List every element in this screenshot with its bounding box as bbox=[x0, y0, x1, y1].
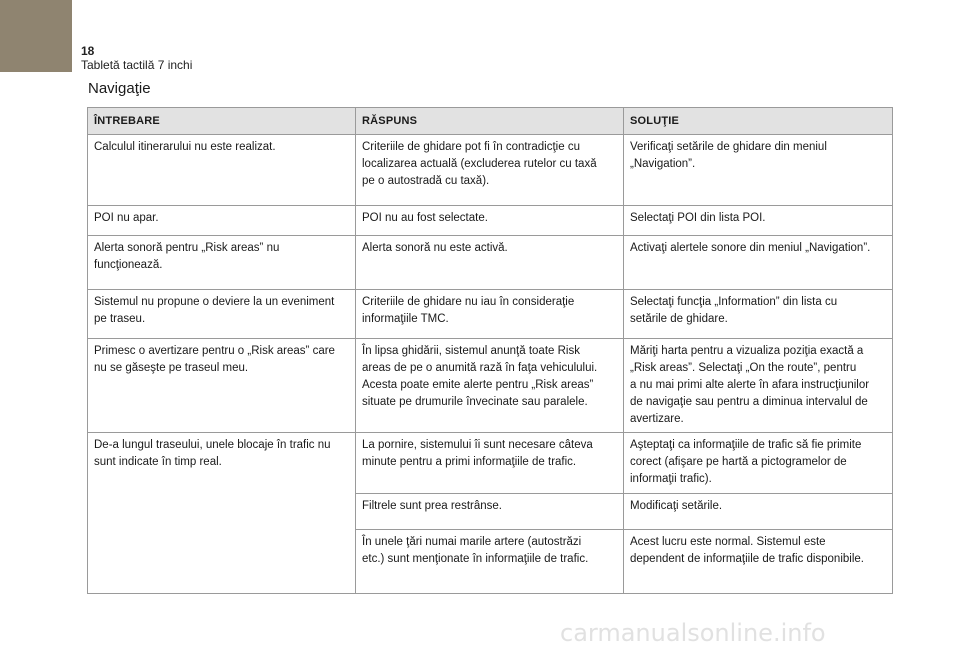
question-cell bbox=[88, 236, 356, 290]
answer-cell bbox=[356, 494, 624, 530]
answer-cell bbox=[356, 206, 624, 236]
question-text: POI nu apar. bbox=[94, 212, 159, 224]
question-cell bbox=[88, 135, 356, 206]
question-cell bbox=[88, 433, 356, 594]
svg-text:carmanualsonline.info: carmanualsonline.info bbox=[560, 619, 826, 647]
question-text: Sistemul nu propune o deviere la un eveniment pe traseu. bbox=[94, 296, 335, 325]
table-row bbox=[88, 290, 893, 339]
answer-text: POI nu au fost selectate. bbox=[362, 212, 488, 224]
question-text: De-a lungul traseului, unele blocaje în trafic nu sunt indicate în timp real. bbox=[94, 439, 331, 468]
corner-tab bbox=[0, 0, 72, 72]
answer-text: În lipsa ghidării, sistemul anunţă toate Risk areas de pe o anumită rază în faţa vehiculului. Acesta poate emite alerte pentru „Risk areas” situate pe drumurile învecinate sau paralele. bbox=[362, 345, 598, 408]
solution-text: Activaţi alertele sonore din meniul „Navigation”. bbox=[630, 242, 871, 254]
question-cell bbox=[88, 290, 356, 339]
solution-text: Selectaţi POI din lista POI. bbox=[630, 212, 766, 224]
answer-cell bbox=[356, 530, 624, 594]
question-text: Alerta sonoră pentru „Risk areas” nu funcţionează. bbox=[94, 242, 280, 271]
answer-cell bbox=[356, 236, 624, 290]
answer-text: Alerta sonoră nu este activă. bbox=[362, 242, 508, 254]
table-row bbox=[88, 433, 893, 494]
solution-cell bbox=[624, 236, 893, 290]
table-row bbox=[88, 236, 893, 290]
table-header-row bbox=[88, 108, 893, 135]
solution-cell bbox=[624, 494, 893, 530]
question-cell bbox=[88, 206, 356, 236]
solution-text: Modificaţi setările. bbox=[630, 500, 723, 512]
watermark-logo bbox=[560, 615, 950, 649]
answer-text: Criteriile de ghidare pot fi în contradicţie cu localizarea actuală (excluderea rutelor cu taxă pe o autostradă cu taxă). bbox=[362, 141, 597, 187]
answer-cell bbox=[356, 290, 624, 339]
table-row bbox=[88, 206, 893, 236]
answer-cell bbox=[356, 339, 624, 433]
manual-title: Tabletă tactilă 7 inchi bbox=[81, 58, 193, 72]
solution-cell bbox=[624, 290, 893, 339]
solution-text: Acest lucru este normal. Sistemul este dependent de informaţiile de trafic disponibile. bbox=[630, 536, 864, 565]
page-number: 18 bbox=[81, 44, 95, 58]
section-title: Navigaţie bbox=[88, 80, 151, 97]
solution-cell bbox=[624, 433, 893, 494]
solution-text: Aşteptaţi ca informaţiile de trafic să fie primite corect (afişare pe hartă a pictogramelor de informaţii trafic). bbox=[630, 439, 862, 485]
solution-cell bbox=[624, 339, 893, 433]
answer-text: Filtrele sunt prea restrânse. bbox=[362, 500, 502, 512]
table-row bbox=[88, 339, 893, 433]
solution-text: Selectaţi funcţia „Information” din lista cu setările de ghidare. bbox=[630, 296, 838, 325]
answer-text: La pornire, sistemului îi sunt necesare câteva minute pentru a primi informaţiile de trafic. bbox=[362, 439, 593, 468]
answer-cell bbox=[356, 433, 624, 494]
solution-cell bbox=[624, 530, 893, 594]
question-text: Primesc o avertizare pentru o „Risk areas” care nu se găseşte pe traseul meu. bbox=[94, 345, 335, 374]
column-header-solution: SOLUŢIE bbox=[624, 108, 893, 135]
question-cell bbox=[88, 339, 356, 433]
column-header-question: ÎNTREBARE bbox=[88, 108, 356, 135]
solution-cell bbox=[624, 135, 893, 206]
column-header-answer: RĂSPUNS bbox=[356, 108, 624, 135]
question-text: Calculul itinerarului nu este realizat. bbox=[94, 141, 276, 153]
answer-text: Criteriile de ghidare nu iau în consideraţie informaţiile TMC. bbox=[362, 296, 575, 325]
answer-cell bbox=[356, 135, 624, 206]
table-row bbox=[88, 135, 893, 206]
solution-text: Verificaţi setările de ghidare din meniul „Navigation”. bbox=[630, 141, 827, 170]
solution-text: Măriţi harta pentru a vizualiza poziţia exactă a „Risk areas”. Selectaţi „On the route”, pentru a nu mai primi alte alerte în afara instrucţiunilor de navigaţie sau pentru a diminua intervalul de avertizare. bbox=[630, 345, 870, 425]
solution-cell bbox=[624, 206, 893, 236]
faq-table bbox=[87, 107, 893, 594]
answer-text: În unele ţări numai marile artere (autostrăzi etc.) sunt menţionate în informaţiile de trafic. bbox=[362, 536, 589, 565]
